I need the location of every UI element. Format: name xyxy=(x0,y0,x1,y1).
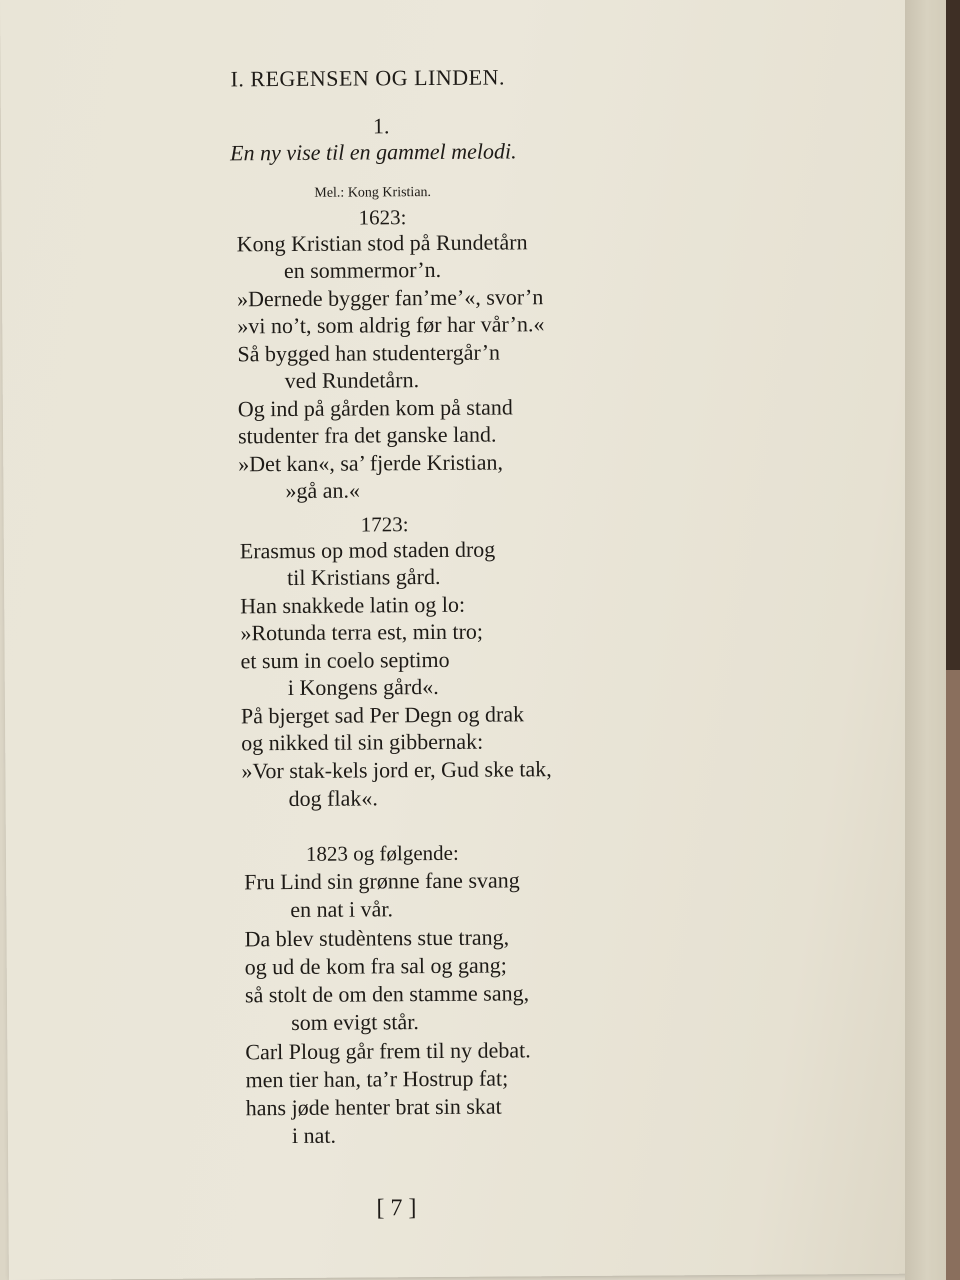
verse-line: »vi no’t, som aldrig før har vår’n.« xyxy=(237,311,545,339)
verse-line: og ud de kom fra sal og gang; xyxy=(244,952,507,980)
verse-line: »Dernede bygger fan’me’«, svor’n xyxy=(237,284,544,312)
poem-number: 1. xyxy=(372,113,390,139)
verse-line: »Vor stak-kels jord er, Gud ske tak, xyxy=(241,756,552,784)
verse-line: og nikked til sin gibbernak: xyxy=(241,728,484,756)
page-number: [ 7 ] xyxy=(376,1195,417,1222)
verse-line: På bjerget sad Per Degn og drak xyxy=(240,701,525,729)
verse-line: i nat. xyxy=(291,1122,337,1148)
stanza-year: 1823 og følgende: xyxy=(305,840,459,866)
verse-line: men tier han, ta’r Hostrup fat; xyxy=(245,1065,509,1093)
background-edge xyxy=(946,670,960,1280)
verse-line: så stolt de om den stamme sang, xyxy=(244,980,530,1008)
stanza-year: 1723: xyxy=(360,512,409,537)
verse-line: som evigt står. xyxy=(291,1009,419,1035)
verse-line: studenter fra det ganske land. xyxy=(237,421,497,449)
verse-line: Fru Lind sin grønne fane svang xyxy=(244,867,520,895)
verse-line: Kong Kristian stod på Rundetårn xyxy=(236,229,528,257)
verse-line: Da blev studèntens stue trang, xyxy=(244,924,510,952)
verse-line: til Kristians gård. xyxy=(286,563,441,591)
verse-line: dog flak«. xyxy=(288,785,378,812)
stanza-year: 1623: xyxy=(358,205,407,230)
verse-line: Erasmus op mod staden drog xyxy=(239,536,496,564)
melody-note: Mel.: Kong Kristian. xyxy=(314,184,432,201)
verse-line: Så bygged han studentergår’n xyxy=(237,339,501,367)
chapter-heading: I. REGENSEN OG LINDEN. xyxy=(230,64,505,92)
verse-line: Han snakkede latin og lo: xyxy=(240,591,466,619)
verse-line: »gå an.« xyxy=(285,477,361,504)
verse-line: en sommermor’n. xyxy=(283,256,442,284)
verse-line: Carl Ploug går frem til ny debat. xyxy=(245,1037,531,1065)
verse-line: »Det kan«, sa’ fjerde Kristian, xyxy=(238,449,504,477)
verse-line: i Kongens gård«. xyxy=(287,673,439,701)
poem-subtitle: En ny vise til en gammel melodi. xyxy=(229,138,517,166)
verse-line: hans jøde henter brat sin skat xyxy=(245,1093,502,1121)
verse-line: et sum in coelo septimo xyxy=(240,646,450,674)
verse-line: ved Rundetårn. xyxy=(284,367,420,394)
verse-line: en nat i vår. xyxy=(290,896,394,922)
verse-line: »Rotunda terra est, min tro; xyxy=(240,618,484,646)
verse-line: Og ind på gården kom på stand xyxy=(237,394,513,422)
